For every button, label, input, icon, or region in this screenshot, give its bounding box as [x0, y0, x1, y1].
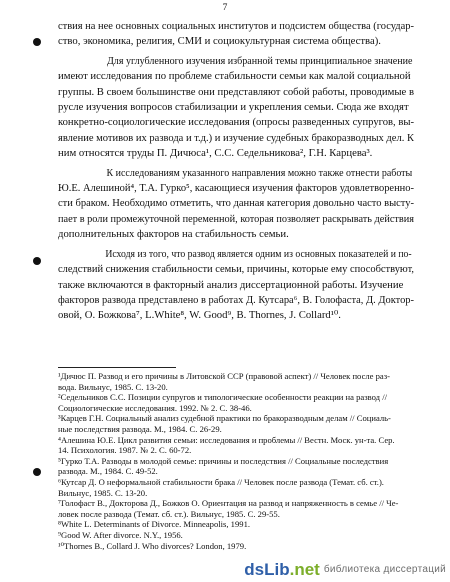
footnote-line: ные последствия развода. М., 1984. С. 26-29. [58, 423, 222, 434]
footnote-line: ⁴Алешина Ю.Е. Цикл развития семьи: исследования и проблемы // Вестн. Моск. ун-та. Сер. [58, 434, 395, 445]
text-line: следствий снижения стабильности семьи, причины, которые ему способствуют, [58, 263, 415, 276]
binding-hole-bottom [33, 468, 41, 476]
text-line: Ю.Е. Алешиной⁴, Т.А. Гурко⁵, касающиеся изучения факторов удовлетворенно- [58, 182, 415, 195]
footnote [58, 498, 418, 519]
text-line: Исходя из того, что развод является одним из основных показателей и по- [105, 247, 412, 260]
text-line: также включаются в факторный анализ диссертационной работы. Изучение [58, 278, 404, 291]
footnote-line: ловек после развода (Темат. сб. ст.). Вильнус, 1985. С. 29-55. [58, 508, 280, 519]
footnote-line: ⁵Гурко Т.А. Разводы в молодой семье: причины и последствия // Социальные последствия [58, 455, 389, 466]
footnote-line: вода. Вильнус, 1985. С. 13-20. [58, 381, 168, 392]
paragraph [58, 247, 414, 324]
text-line: факторов развода представлено в работах Д. Кутсара⁶, В. Голофаста, Д. Доктор- [58, 293, 414, 306]
footnote-line: ⁷Голофаст В., Докторова Д., Божков О. Ориентация на развод и напряженность в семье // Че- [58, 498, 399, 509]
footnote [58, 541, 418, 552]
binding-hole-middle [33, 257, 41, 265]
footnote-line: развода. М., 1984. С. 49-52. [58, 466, 158, 477]
paragraph [58, 19, 414, 50]
binding-hole-top [33, 38, 41, 46]
paragraph [58, 166, 414, 243]
footnote-line: ²Седельников С.С. Позиции супругов и типологические особенности реакции на развод // [58, 392, 387, 403]
text-line: группы. В своем большинстве они представляют собой работы, проводимые в [58, 85, 415, 98]
text-line: Для углубленного изучения избранной темы принципиальное значение [106, 54, 413, 67]
text-line: дополнительных факторов на стабильность семьи. [58, 228, 289, 241]
footnote [58, 413, 418, 434]
footnote-line: ³Карцев Г.Н. Социальный анализ судебной практики по бракоразводным делам // Социаль- [58, 413, 391, 424]
footnote-line: ⁹Good W. After divorce. N.Y., 1956. [58, 529, 183, 540]
footnote [58, 371, 418, 392]
paragraph [58, 54, 414, 162]
text-line: ствия на нее основных социальных институтов и подсистем общества (государ- [58, 20, 414, 32]
text-line: пает в роли промежуточной переменной, которая позволяет раскрывать действия [58, 212, 415, 225]
footnote-line: Социологические исследования. 1992. № 2. С. 38-46. [58, 402, 252, 413]
watermark-tagline: библиотека диссертаций [323, 564, 446, 575]
footnote-line: ⁸White L. Determinants of Divorce. Minneapolis, 1991. [58, 519, 251, 530]
text-line: ним относятся труды П. Дичюса¹, С.С. Седельникова², Г.Н. Карцева³. [58, 147, 373, 160]
footnotes [58, 371, 418, 551]
footnote-line: ⁶Кутсар Д. О неформальной стабильности брака // Человек после развода (Темат. сб. ст.). [58, 476, 384, 487]
footnote [58, 392, 418, 413]
text-line: явление мотивов их развода и т.д.) и изучение судебных бракоразводных дел. К [58, 131, 414, 144]
text-line: имеют исследования по проблеме стабильности семьи как малой социальной [58, 70, 411, 83]
body-text [58, 19, 414, 328]
footnote [58, 435, 418, 456]
footnote-line: Вильнус, 1985. С. 13-20. [58, 487, 148, 498]
footnote-line: 14. Психология. 1987. № 2. С. 60-72. [58, 445, 192, 456]
watermark-logo: dsLib.net [244, 560, 320, 579]
text-line: овой, О. Божкова⁷, L.White⁸, W. Good⁹, B. Thornes, J. Collard¹⁰. [58, 309, 341, 322]
text-line: ство, экономика, религия, СМИ и социокультурная система общества). [58, 35, 381, 48]
footnote-line: ¹Дичюс П. Развод и его причины в Литовской ССР (правовой аспект) // Человек после раз- [58, 371, 391, 381]
text-line: К исследованиям указанного направления можно также отнести работы [106, 166, 413, 179]
text-line: сти браком. Необходимо отметить, что данная категория довольно часто высту- [58, 197, 415, 210]
watermark [244, 561, 446, 578]
text-line: конкретно-социологические исследования (опросы разведенных супругов, вы- [58, 116, 415, 129]
footnote [58, 456, 418, 477]
footnote-separator [58, 367, 176, 368]
footnote [58, 530, 418, 541]
footnote-line: ¹⁰Thornes B., Collard J. Who divorces? London, 1979. [58, 540, 247, 551]
footnote [58, 519, 418, 530]
page-number: 7 [222, 3, 228, 13]
footnote [58, 477, 418, 498]
text-line: русле изучения вопросов стабилизации и укрепления семьи. Сюда же входят [58, 101, 409, 114]
